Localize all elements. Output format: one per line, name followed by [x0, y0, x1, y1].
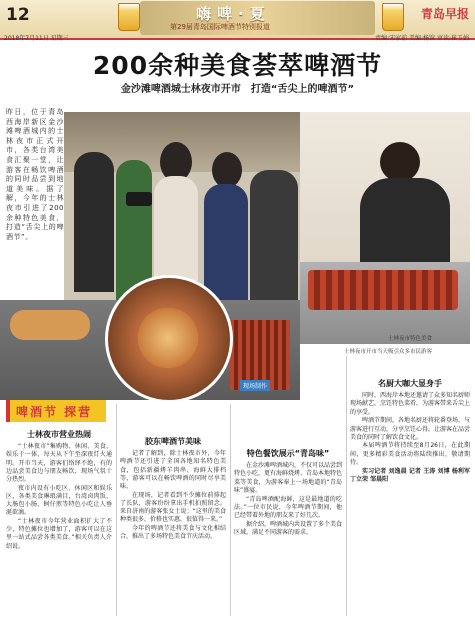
column-2 [120, 404, 226, 618]
column-divider [346, 356, 347, 616]
column-divider [230, 404, 231, 616]
banner-title: 嗨啤·夏 [196, 5, 271, 23]
column-4 [350, 358, 470, 618]
page-number: 12 [6, 5, 30, 25]
column-1-title: 士林夜市营业热闹 [27, 430, 91, 439]
paragraph: 在现场，记者看到不少摊位前排起了长队，游客纷纷拿出手机拍照留念。来自济南的游客张女士说：“这里的美食种类很多，价格也实惠，很值得一来。” [120, 491, 226, 524]
column-divider [116, 404, 117, 616]
main-photo-caption: 士林夜市开市当天吸引众多市民游客 [344, 349, 433, 355]
paragraph: 本届啤酒节将持续至8月26日，在此期间，更多精彩美食活动将陆续推出，敬请期待。 [350, 442, 470, 466]
vendor-photo [300, 112, 470, 344]
paragraph: 啤酒节期间，各地名厨还将轮番登场，与游客进行互动，分享烹饪心得，让游客在品尝美食的同时了解饮食文化。 [350, 417, 470, 441]
article-headline: 200余种美食荟萃啤酒节 [92, 51, 383, 80]
paragraph: 据介绍，啤酒城内共设置了多个美食区域，满足不同游客的需求。 [234, 520, 342, 536]
main-photo [64, 112, 300, 300]
beer-mug-icon [382, 3, 404, 31]
paragraph: 记者了解到，除士林夜市外，今年啤酒节还引进了全国各地知名特色美食，包括新疆烤羊肉串、海鲜大排档等，游客可以在畅饮啤酒的同时尽享美味。 [120, 450, 226, 491]
paragraph: “士林夜市今年营业面积扩大了不少，特色摊位也增加了，游客可以在这里一站式品尝各类美食。”相关负责人介绍说。 [6, 518, 112, 550]
special-report-banner [140, 1, 375, 35]
newspaper-logo: 青岛早报 [420, 7, 469, 21]
beer-mug-icon [118, 3, 140, 31]
intro-text: 昨日，位于青岛西海岸新区金沙滩啤酒城内的士林夜市正式开市，各类台湾美食汇聚一堂，让游客在畅饮啤酒的同时品尝到地道美味。据了解，今年的士林夜市引进了200余种特色美食，打造“舌尖上的啤酒节”。 [6, 108, 64, 241]
food-closeup-photo [105, 275, 233, 403]
article-subhead: 金沙滩啤酒城士林夜市开市 打造“舌尖上的啤酒节” [120, 84, 355, 95]
column-2-title: 胶东啤酒节美味 [145, 437, 201, 446]
paragraph: 夜市内设有小吃区、休闲区和娱乐区，各类美食琳琅满目，台湾卤肉饭、大肠包小肠、蚵仔煎等特色小吃让人垂涎欲滴。 [6, 484, 112, 517]
paragraph: 在金沙滩啤酒城内，不仅可以品尝到特色小吃，更有海鲜烧烤、青岛本地特色菜等美食，为游客奉上一场地道的“青岛味”盛宴。 [234, 462, 342, 494]
column-4-title: 名厨大咖大显身手 [378, 379, 442, 388]
banner-subtitle: 第29届青岛国际啤酒节特别报道 [170, 23, 270, 31]
column-3-title: 特色餐饮展示“青岛味” [246, 449, 330, 458]
masthead [0, 0, 475, 40]
issue-date: 2018年7月11日 星期三 [4, 35, 69, 42]
editor-credits: 责编:宋家前 美编:杨馆 审读:崔玉娟 [375, 35, 469, 42]
paragraph: “士林夜市”集购物、休闲、美食、娱乐于一体，每天从下午至深夜灯火通明。开市当天，游客们络绎不绝，有的边品尝美食边与朋友畅饮，现场气氛十分热烈。 [6, 443, 112, 484]
column-3 [234, 404, 342, 618]
paragraph: “青岛啤酒配海鲜，这是最地道的吃法。”一位市民说，今年啤酒节期间，他已经带着外地的朋友来了好几次。 [234, 495, 342, 519]
paragraph: 同时，西海岸本地还邀请了众多知名厨师现场献艺，烹饪特色菜肴，为游客带来舌尖上的享受。 [350, 392, 470, 416]
column-1 [6, 428, 112, 618]
byline: 实习记者 刘逸晨 记者 王涛 刘博 杨利军 丁立荣 邹晨阳 [350, 467, 470, 483]
section-tag: 啤酒节 探营 [6, 400, 106, 422]
grill-label: 现场制作 [240, 380, 270, 391]
paragraph: 今年的啤酒节还将美食与文化相结合，推出了多场特色美食节庆活动。 [120, 525, 226, 541]
vendor-photo-caption: 士林夜市特色美食 [388, 336, 433, 342]
